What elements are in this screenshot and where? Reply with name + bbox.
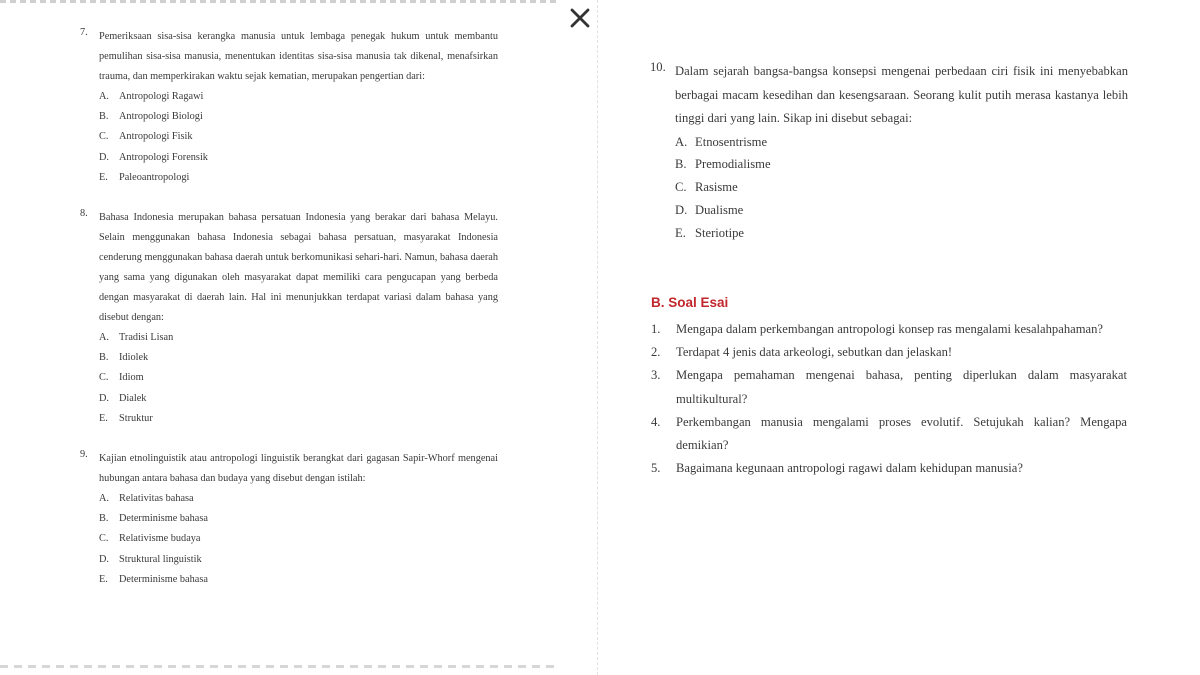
option-letter: E. [675,225,686,240]
option-text: Paleoantropologi [119,171,190,183]
essay-number: 1. [651,322,661,336]
option-item [99,509,498,529]
essay-item [651,318,1127,341]
essay-item [651,364,1127,410]
option-item [99,409,498,429]
option-list [650,131,1128,245]
question-number: 9. [80,449,88,461]
option-list [80,328,498,429]
option-letter: A. [99,493,110,505]
option-item [99,368,498,388]
essay-text: Mengapa pemahaman mengenai bahasa, penting diperlukan dalam masyarakat multikultural? [676,368,1127,406]
essay-number: 5. [651,461,661,476]
option-text: Steriotipe [695,225,744,240]
question-7 [80,27,498,188]
option-item [99,570,498,590]
option-item [99,389,498,409]
option-letter: D. [675,202,688,217]
option-text: Antropologi Forensik [119,151,208,163]
question-text: Dalam sejarah bangsa-bangsa konsepsi mengenai perbedaan ciri fisik ini menyebabkan berbagai macam kesedihan dan kesengsaraan. Seorang kulit putih merasa kastanya lebih tinggi dari yang lain. Sikap ini disebut sebagai: [675,64,1128,125]
essay-list [651,318,1127,480]
question-8 [80,208,498,429]
essay-item [651,457,1127,480]
section-title-essay: B. Soal Esai [651,295,729,310]
option-item [99,87,498,107]
option-letter: A. [99,332,110,344]
question-9 [80,449,498,590]
option-letter: A. [675,134,688,149]
essay-number: 3. [651,368,661,383]
question-text: Kajian etnolinguistik atau antropologi linguistik berangkat dari gagasan Sapir-Whorf mengenai hubungan antara bahasa dan budaya yang disebut dengan istilah: [99,453,498,485]
top-edge-cut-text [0,0,560,3]
option-item [675,222,1128,245]
option-letter: A. [99,91,110,102]
close-icon [566,4,594,32]
essay-text: Terdapat 4 jenis data arkeologi, sebutkan dan jelaskan! [676,345,953,360]
option-letter: B. [99,111,109,123]
option-item [675,131,1128,154]
option-letter: B. [99,352,109,364]
option-letter: D. [99,392,110,404]
option-letter: E. [99,412,108,424]
question-number: 8. [80,208,88,220]
option-item [99,148,498,168]
question-number: 10. [650,60,666,74]
option-item [675,176,1128,199]
option-text: Etnosentrisme [695,134,768,149]
option-letter: D. [99,553,110,565]
question-text: Pemeriksaan sisa-sisa kerangka manusia untuk lembaga penegak hukum untuk membantu pemulihan sisa-sisa manusia, menentukan identitas sisa-sisa manusia tak dikenal, menafsirkan trauma, dan memperkirakan waktu sejak kematian, merupakan pengertian dari: [99,31,498,82]
option-text: Dialek [119,392,147,404]
question-10 [650,60,1128,244]
essay-number: 4. [651,414,661,429]
option-item [99,127,498,147]
option-item [99,529,498,549]
option-item [675,199,1128,222]
option-item [99,348,498,368]
option-text: Idiolek [119,352,149,364]
option-letter: C. [675,180,687,195]
option-text: Rasisme [695,180,738,195]
essay-number: 2. [651,345,661,360]
option-letter: C. [99,533,109,545]
option-item [99,328,498,348]
right-column [650,60,1128,244]
essay-text: Bagaimana kegunaan antropologi ragawi dalam kehidupan manusia? [676,461,1023,476]
option-text: Relativitas bahasa [119,493,194,505]
option-letter: B. [99,513,109,525]
question-number: 7. [80,27,88,38]
essay-text: Mengapa dalam perkembangan antropologi konsep ras mengalami kesalahpahaman? [676,322,1103,336]
option-item [675,153,1128,176]
option-list [80,489,498,590]
essay-text: Perkembangan manusia mengalami proses evolutif. Setujukah kalian? Mengapa demikian? [676,414,1127,453]
bottom-edge-cut-text [0,665,560,668]
option-text: Antropologi Ragawi [119,91,204,102]
option-list [80,87,498,188]
option-text: Determinisme bahasa [119,573,208,585]
option-text: Relativisme budaya [119,533,201,545]
option-text: Determinisme bahasa [119,513,208,525]
option-text: Tradisi Lisan [119,332,174,344]
option-text: Antropologi Fisik [119,131,193,143]
option-text: Premodialisme [695,157,771,172]
question-text: Bahasa Indonesia merupakan bahasa persatuan Indonesia yang berakar dari bahasa Melayu. Selain menggunakan bahasa Indonesia sebagai bahasa persatuan, masyarakat Indonesia cenderung menggunakan bahasa daerah untuk berkomunikasi sehari-hari. Namun, bahasa daerah yang sama yang digunakan oleh masyarakat dapat memiliki cara pengucapan yang berbeda dengan masyarakat di daerah lain. Hal ini menunjukkan terdapat variasi dalam bahasa yang disebut dengan: [99,212,498,324]
option-text: Idiom [119,372,144,384]
option-letter: B. [675,157,687,172]
option-letter: C. [99,372,109,384]
option-letter: E. [99,171,108,183]
page-divider [597,0,598,675]
option-letter: D. [99,151,110,163]
option-text: Dualisme [695,202,744,217]
option-text: Struktural linguistik [119,553,202,565]
option-item [99,550,498,570]
option-text: Struktur [119,412,153,424]
option-item [99,168,498,188]
essay-item [651,341,1127,364]
option-text: Antropologi Biologi [119,111,203,123]
close-button[interactable] [566,4,594,32]
left-column [80,27,498,590]
essay-item [651,411,1127,457]
option-item [99,107,498,127]
option-letter: C. [99,131,109,143]
option-letter: E. [99,573,108,585]
option-item [99,489,498,509]
